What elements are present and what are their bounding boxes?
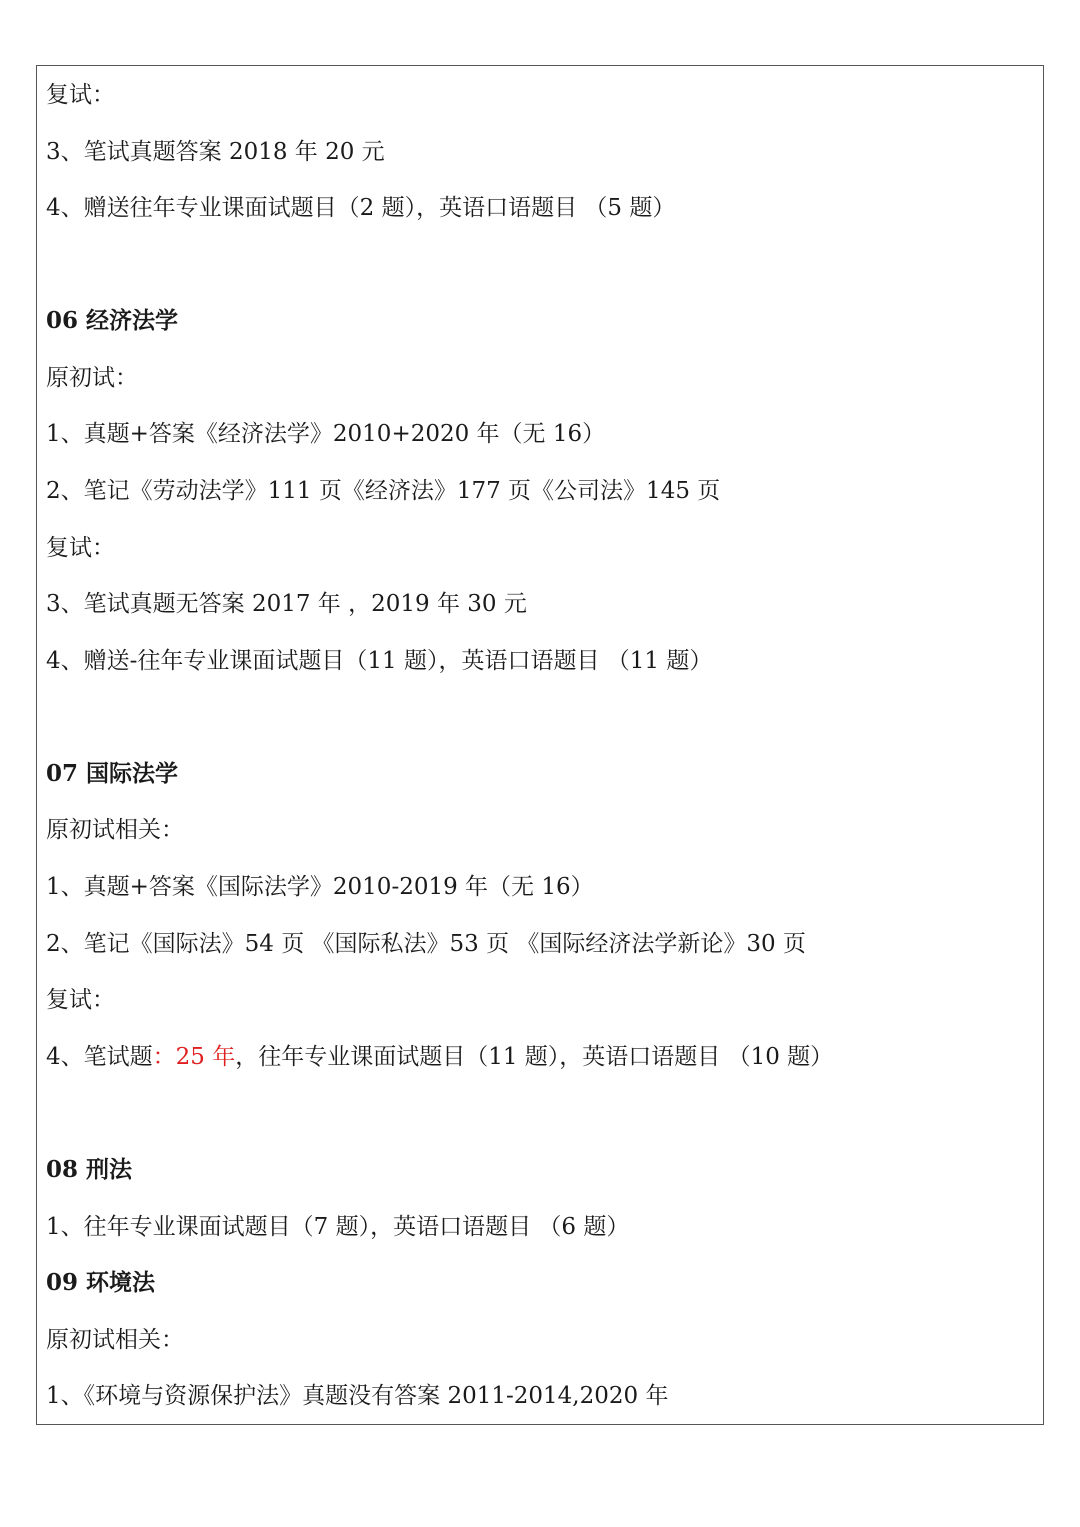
section-heading-international-law: 07 国际法学 <box>46 760 179 787</box>
list-item: 2、笔记《劳动法学》111 页《经济法》177 页《公司法》145 页 <box>46 478 721 504</box>
section-heading-criminal-law: 08 刑法 <box>46 1156 133 1183</box>
list-item: 4、赠送-往年专业课面试题目（11 题），英语口语题目 （11 题） <box>46 648 713 674</box>
list-item: 1、真题+答案《国际法学》2010-2019 年（无 16） <box>46 874 594 900</box>
list-item-text: ，往年专业课面试题目（11 题），英语口语题目 （10 题） <box>235 1044 834 1070</box>
highlight-text: ：25 年 <box>152 1044 236 1070</box>
list-item: 1、真题+答案《经济法学》2010+2020 年（无 16） <box>46 421 606 447</box>
section-heading-environmental-law: 09 环境法 <box>46 1269 156 1296</box>
initial-exam-label: 原初试相关： <box>46 817 184 843</box>
list-item: 4、赠送往年专业课面试题目（2 题），英语口语题目 （5 题） <box>46 195 676 221</box>
list-item: 2、笔记《国际法》54 页 《国际私法》53 页 《国际经济法学新论》30 页 <box>46 931 806 957</box>
initial-exam-label: 原初试相关： <box>46 1327 184 1353</box>
retest-label: 复试： <box>46 535 115 561</box>
list-item: 1、往年专业课面试题目（7 题），英语口语题目 （6 题） <box>46 1214 630 1240</box>
list-item: 3、笔试真题答案 2018 年 20 元 <box>46 139 385 165</box>
section-heading-economic-law: 06 经济法学 <box>46 307 179 334</box>
list-item: 3、笔试真题无答案 2017 年 ，2019 年 30 元 <box>46 591 527 617</box>
initial-exam-label: 原初试： <box>46 365 138 391</box>
retest-label: 复试： <box>46 82 115 108</box>
list-item: 1、《环境与资源保护法》真题没有答案 2011-2014,2020 年 <box>46 1383 669 1409</box>
list-item <box>46 1042 833 1072</box>
list-item-text: 4、笔试题 <box>46 1044 153 1070</box>
retest-label: 复试： <box>46 987 115 1013</box>
